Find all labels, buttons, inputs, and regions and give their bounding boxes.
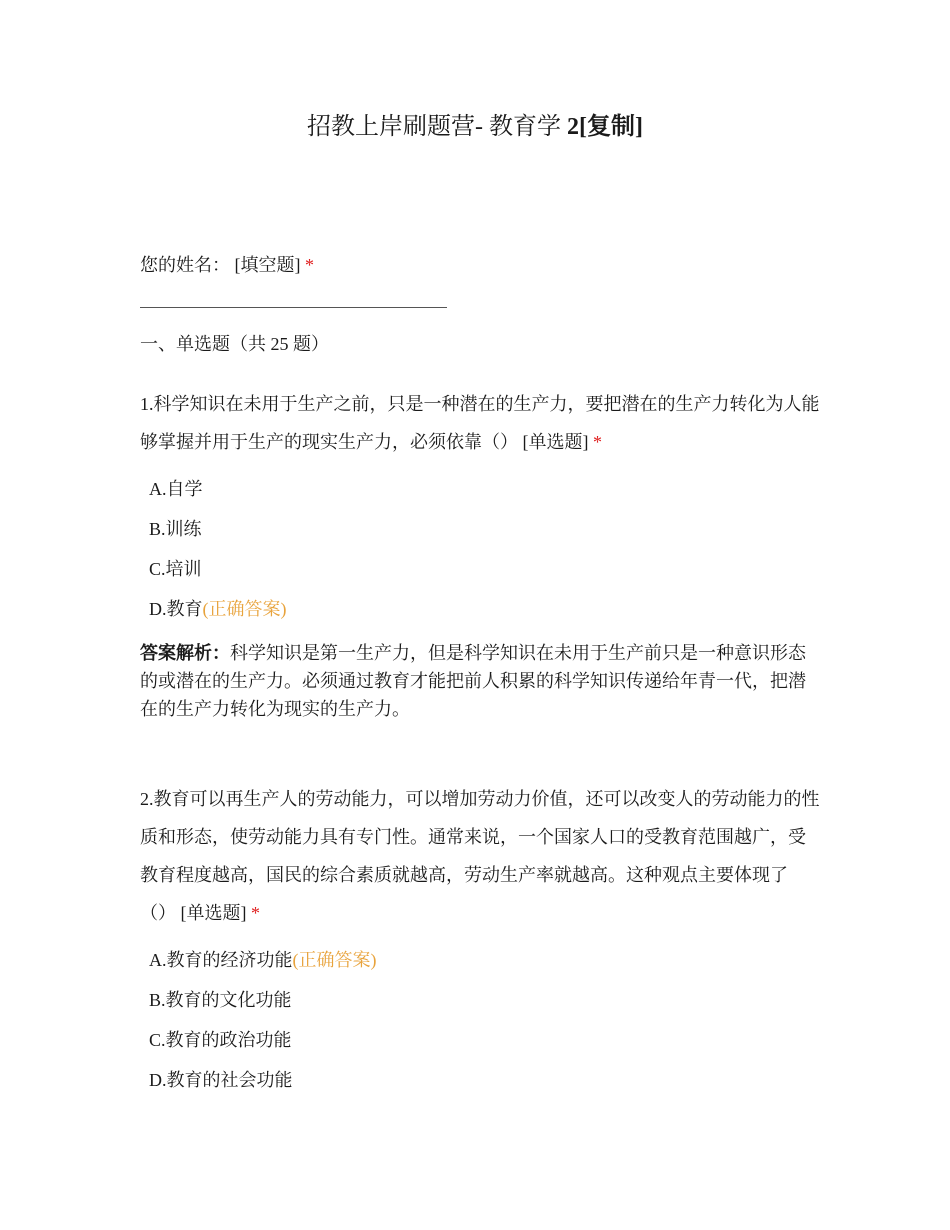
answer-analysis xyxy=(140,639,820,723)
question-1 xyxy=(140,385,820,723)
question-type: [填空题] xyxy=(234,255,301,275)
option-list xyxy=(140,940,820,1100)
correct-answer-tag: (正确答案) xyxy=(292,950,377,970)
option-label: D.教育 xyxy=(149,599,203,619)
option-label: B.训练 xyxy=(149,519,202,539)
option-c[interactable] xyxy=(140,1020,820,1060)
question-stem-text: 2.教育可以再生产人的劳动能力，可以增加劳动力价值，还可以改变人的劳动能力的性质和形态，使劳动能力具有专门性。通常来说，一个国家人口的受教育范围越广，受教育程度越高，国民的综合素质就越高，劳动生产率就越高。这种观点主要体现了（） xyxy=(140,789,820,923)
question-type: [单选题] xyxy=(180,903,247,923)
name-question-label: 您的姓名： xyxy=(140,255,230,275)
question-type: [单选题] xyxy=(522,432,589,452)
question-stem-text: 1.科学知识在未用于生产之前，只是一种潜在的生产力，要把潜在的生产力转化为人能够掌握并用于生产的现实生产力，必须依靠（） xyxy=(140,394,820,452)
section-heading: 一、单选题（共 25 题） xyxy=(140,334,329,354)
question-2 xyxy=(140,780,820,1100)
option-a[interactable] xyxy=(140,940,820,980)
required-mark: * xyxy=(251,903,260,923)
analysis-text: 科学知识是第一生产力，但是科学知识在未用于生产前只是一种意识形态的或潜在的生产力。必须通过教育才能把前人积累的科学知识传递给年青一代，把潜在的生产力转化为现实的生产力。 xyxy=(140,643,806,719)
title-main: 招教上岸刷题营- 教育学 xyxy=(307,114,561,140)
option-a[interactable] xyxy=(140,469,820,509)
analysis-label: 答案解析： xyxy=(140,643,230,663)
required-mark: * xyxy=(305,255,314,275)
option-b[interactable] xyxy=(140,980,820,1020)
required-mark: * xyxy=(593,432,602,452)
name-question-line xyxy=(140,246,820,284)
name-input[interactable] xyxy=(140,307,447,308)
option-label: D.教育的社会功能 xyxy=(149,1070,293,1090)
question-stem xyxy=(140,780,820,932)
page-title xyxy=(0,112,950,142)
correct-answer-tag: (正确答案) xyxy=(202,599,287,619)
option-label: C.教育的政治功能 xyxy=(149,1030,292,1050)
option-label: A.自学 xyxy=(149,479,203,499)
name-question xyxy=(140,246,820,284)
option-b[interactable] xyxy=(140,509,820,549)
option-label: C.培训 xyxy=(149,559,202,579)
option-list xyxy=(140,469,820,629)
option-d[interactable] xyxy=(140,589,820,629)
option-c[interactable] xyxy=(140,549,820,589)
option-d[interactable] xyxy=(140,1060,820,1100)
title-suffix: 2[复制] xyxy=(567,114,643,140)
option-label: B.教育的文化功能 xyxy=(149,990,292,1010)
option-label: A.教育的经济功能 xyxy=(149,950,293,970)
question-stem xyxy=(140,385,820,461)
